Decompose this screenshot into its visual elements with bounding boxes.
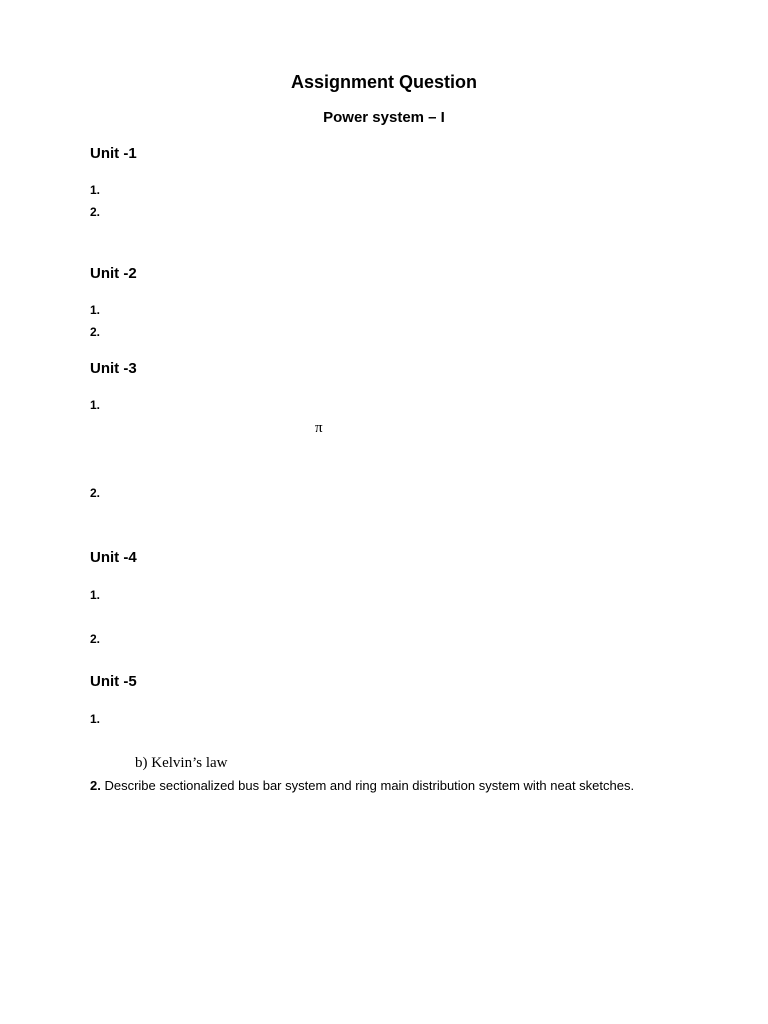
- unit-4-question-2: 2.: [90, 632, 101, 646]
- unit-3-heading: Unit -3: [90, 360, 137, 377]
- unit-5-question-2-number: 2.: [90, 778, 101, 793]
- unit-4-question-1: 1.: [90, 588, 101, 602]
- unit-3-question-2: 2.: [90, 486, 101, 500]
- unit-2-heading: Unit -2: [90, 265, 137, 282]
- unit-2-question-1: 1.: [90, 303, 101, 317]
- unit-5-question-2: [90, 778, 634, 793]
- kelvins-law-item: b) Kelvin’s law: [135, 755, 228, 771]
- unit-5-heading: Unit -5: [90, 673, 137, 690]
- unit-5-question-2-text: Describe sectionalized bus bar system and ring main distribution system with neat sketches.: [104, 778, 635, 793]
- unit-4-heading: Unit -4: [90, 549, 137, 566]
- unit-1-question-2: 2.: [90, 205, 101, 219]
- unit-1-question-1: 1.: [90, 183, 101, 197]
- unit-1-heading: Unit -1: [90, 145, 137, 162]
- document-subtitle: Power system – I: [323, 109, 445, 126]
- document-title: Assignment Question: [290, 72, 478, 92]
- pi-symbol: π: [315, 420, 323, 436]
- unit-3-question-1: 1.: [90, 398, 101, 412]
- unit-2-question-2: 2.: [90, 325, 101, 339]
- unit-5-question-1: 1.: [90, 712, 101, 726]
